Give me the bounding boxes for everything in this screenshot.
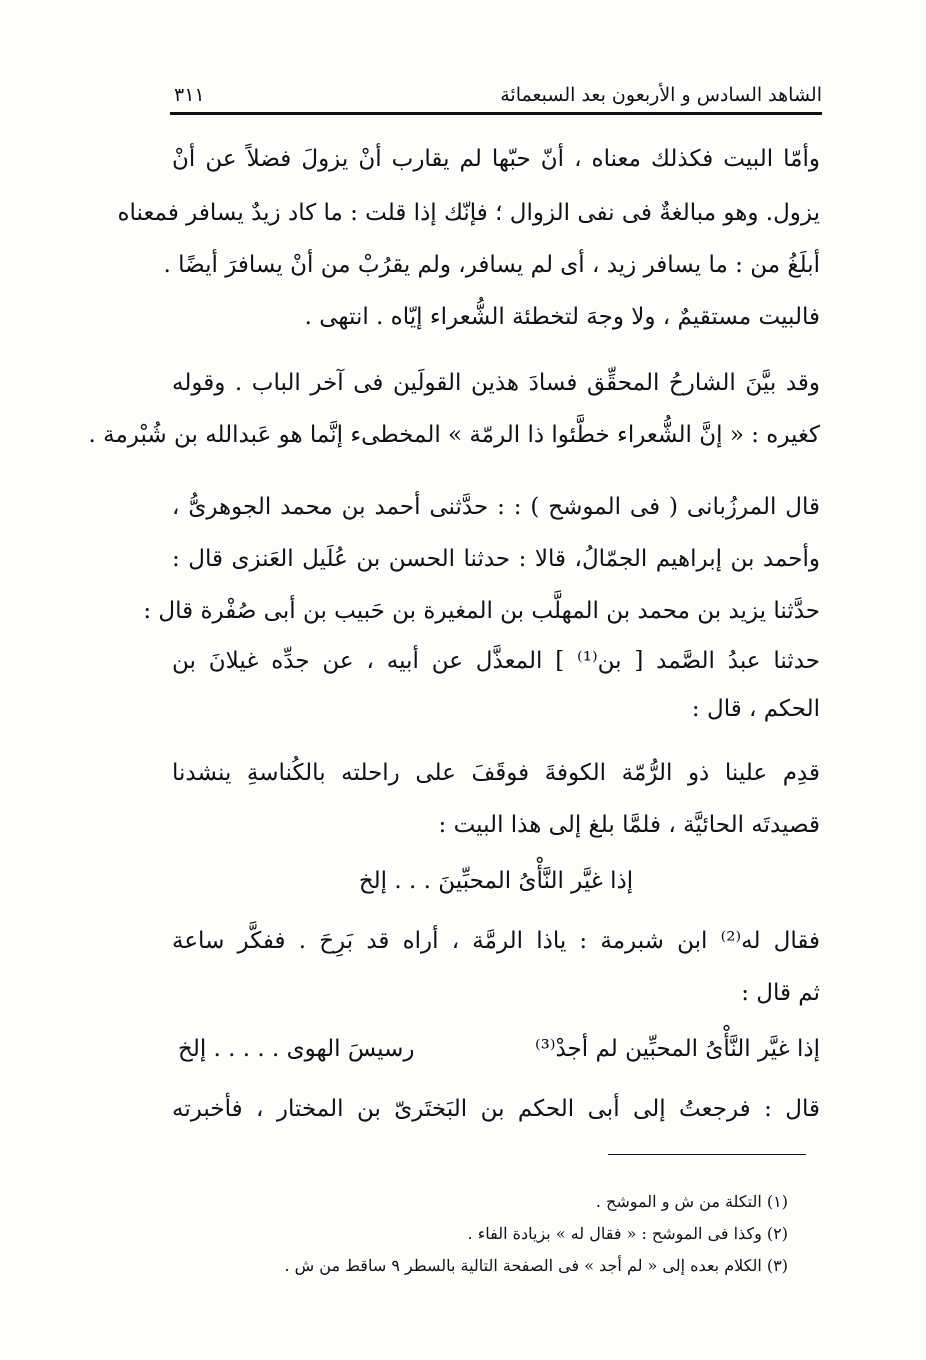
body-line: فقال له⁽²⁾ ابن شبرمة : ياذا الرمَّة ، أراه قد بَرِحَ . ففكَّر ساعة — [172, 928, 820, 954]
body-line: وأحمد بن إبراهيم الجمّالُ، قالا : حدثنا الحسن بن عُلَيل العَنزى قال : — [172, 546, 820, 572]
body-line: فالبيت مستقيمٌ ، ولا وجهَ لتخطئة الشُّعراء إيّاه . انتهى . — [304, 304, 820, 330]
body-line: حدَّثنا يزيد بن محمد بن المهلَّب بن المغيرة بن حَبيب بن أبى صُفْرة قال : — [143, 598, 820, 624]
body-line: قدِم علينا ذو الرُّمّة الكوفةَ فوقَفَ على راحلته بالكُناسةِ ينشدنا — [172, 760, 820, 786]
running-title: الشاهد السادس و الأربعون بعد السبعمائة — [500, 84, 822, 106]
body-line: أبلَغُ من : ما يسافر زيد ، أى لم يسافر، ولم يقرُبْ من أنْ يسافرَ أيضًا . — [163, 252, 820, 278]
verse-second-hemistich: رسيسَ الهوى . . . . . إلخ — [178, 1036, 415, 1062]
body-line: ثم قال : — [741, 980, 820, 1006]
body-line: قال المرزُبانى ( فى الموشح ) : : حدَّثنى أحمد بن محمد الجوهرىُّ ، — [172, 494, 820, 520]
footnote: (٣) الكلام بعده إلى « لم أجد » فى الصفحة التالية بالسطر ٩ ساقط من ش . — [284, 1256, 788, 1275]
body-line: قصيدتَه الحائيَّة ، فلمَّا بلغ إلى هذا البيت : — [438, 812, 820, 838]
body-line: يزول. وهو مبالغةٌ فى نفى الزوال ؛ فإنّك إذا قلت : ما كاد زيدٌ يسافر فمعناه — [117, 200, 820, 226]
header-rule — [170, 112, 822, 115]
verse-line: إذا غيَّر النَّأْىُ المحبِّينَ . . . إلخ — [358, 868, 634, 894]
body-line: الحكم ، قال : — [691, 696, 820, 722]
footnote-separator — [608, 1154, 806, 1155]
body-line: وأمّا البيت فكذلك معناه ، أنّ حبّها لم يقارب أنْ يزولَ فضلاً عن أنْ — [172, 146, 820, 172]
page-header — [170, 80, 822, 114]
body-line: كغيره : « إنَّ الشُّعراء خطَّئوا ذا الرمّة » المخطىء إنَّما هو عَبدالله بن شُبْرمة . — [88, 422, 820, 448]
body-line: قال : فرجعتُ إلى أبى الحكم بن البَختَرىّ بن المختار ، فأخبرته — [172, 1096, 820, 1122]
footnote: (١) التكلة من ش و الموشح . — [595, 1192, 788, 1211]
body-line: حدثنا عبدُ الصَّمد [ بن⁽¹⁾ ] المعذَّل عن أبيه ، عن جدِّه غيلانَ بن — [172, 648, 820, 674]
page-number: ٣١١ — [174, 84, 205, 106]
body-line: وقد بيَّنَ الشارحُ المحقِّق فسادَ هذين القولَين فى آخر الباب . وقوله — [172, 370, 820, 396]
footnote: (٢) وكذا فى الموشح : « فقال له » بزيادة الفاء . — [467, 1224, 788, 1243]
verse-first-hemistich: إذا غيَّر النَّأْىُ المحبِّين لم أجدْ⁽³⁾ — [534, 1036, 820, 1062]
